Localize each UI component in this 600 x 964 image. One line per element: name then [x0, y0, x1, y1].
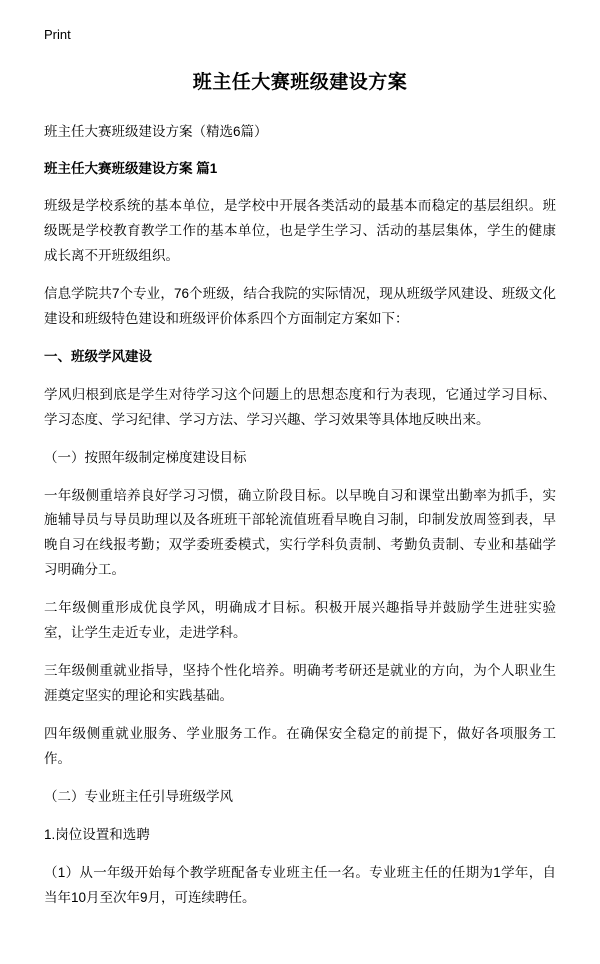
- paragraph: 信息学院共7个专业，76个班级，结合我院的实际情况，现从班级学风建设、班级文化建设和班级特色建设和班级评价体系四个方面制定方案如下：: [44, 285, 556, 326]
- section-heading: 班主任大赛班级建设方案 篇1: [44, 161, 218, 177]
- paragraph: 一年级侧重培养良好学习习惯，确立阶段目标。以早晚自习和课堂出勤率为抓手，实施辅导员与导员助理以及各班班干部轮流值班看早晚自习制，印制发放周签到表，早晚自习在线报考勤；双学委班委模式，实行学科负责制、考勤负责制、专业和基础学习明确分工。: [44, 487, 556, 578]
- subsection-heading: 一、班级学风建设: [44, 348, 152, 364]
- paragraph: 三年级侧重就业指导，坚持个性化培养。明确考考研还是就业的方向，为个人职业生涯奠定坚实的理论和实践基础。: [44, 663, 556, 704]
- paragraph: 学风归根到底是学生对待学习这个问题上的思想态度和行为表现，它通过学习目标、学习态度、学习纪律、学习方法、学习兴趣、学习效果等具体地反映出来。: [44, 386, 556, 427]
- paragraph: 班级是学校系统的基本单位，是学校中开展各类活动的最基本而稳定的基层组织。班级既是学校教育教学工作的基本单位，也是学生学习、活动的基层集体，学生的健康成长离不开班级组织。: [44, 197, 556, 263]
- paragraph: 1.岗位设置和选聘: [44, 827, 150, 843]
- paragraph: （二）专业班主任引导班级学风: [44, 789, 233, 805]
- paragraph: （一）按照年级制定梯度建设目标: [44, 449, 247, 465]
- page-bottom-spacer: [44, 924, 556, 964]
- document-subtitle: 班主任大赛班级建设方案（精选6篇）: [44, 123, 268, 139]
- print-link[interactable]: Print: [44, 27, 71, 42]
- paragraph: （1）从一年级开始每个教学班配备专业班主任一名。专业班主任的任期为1学年，自当年10月至次年9月，可连续聘任。: [44, 865, 556, 906]
- page-title: 班主任大赛班级建设方案: [192, 72, 408, 93]
- paragraph: 二年级侧重形成优良学风，明确成才目标。积极开展兴趣指导并鼓励学生进驻实验室，让学生走近专业，走进学科。: [44, 600, 556, 641]
- paragraph: 四年级侧重就业服务、学业服务工作。在确保安全稳定的前提下，做好各项服务工作。: [44, 726, 556, 767]
